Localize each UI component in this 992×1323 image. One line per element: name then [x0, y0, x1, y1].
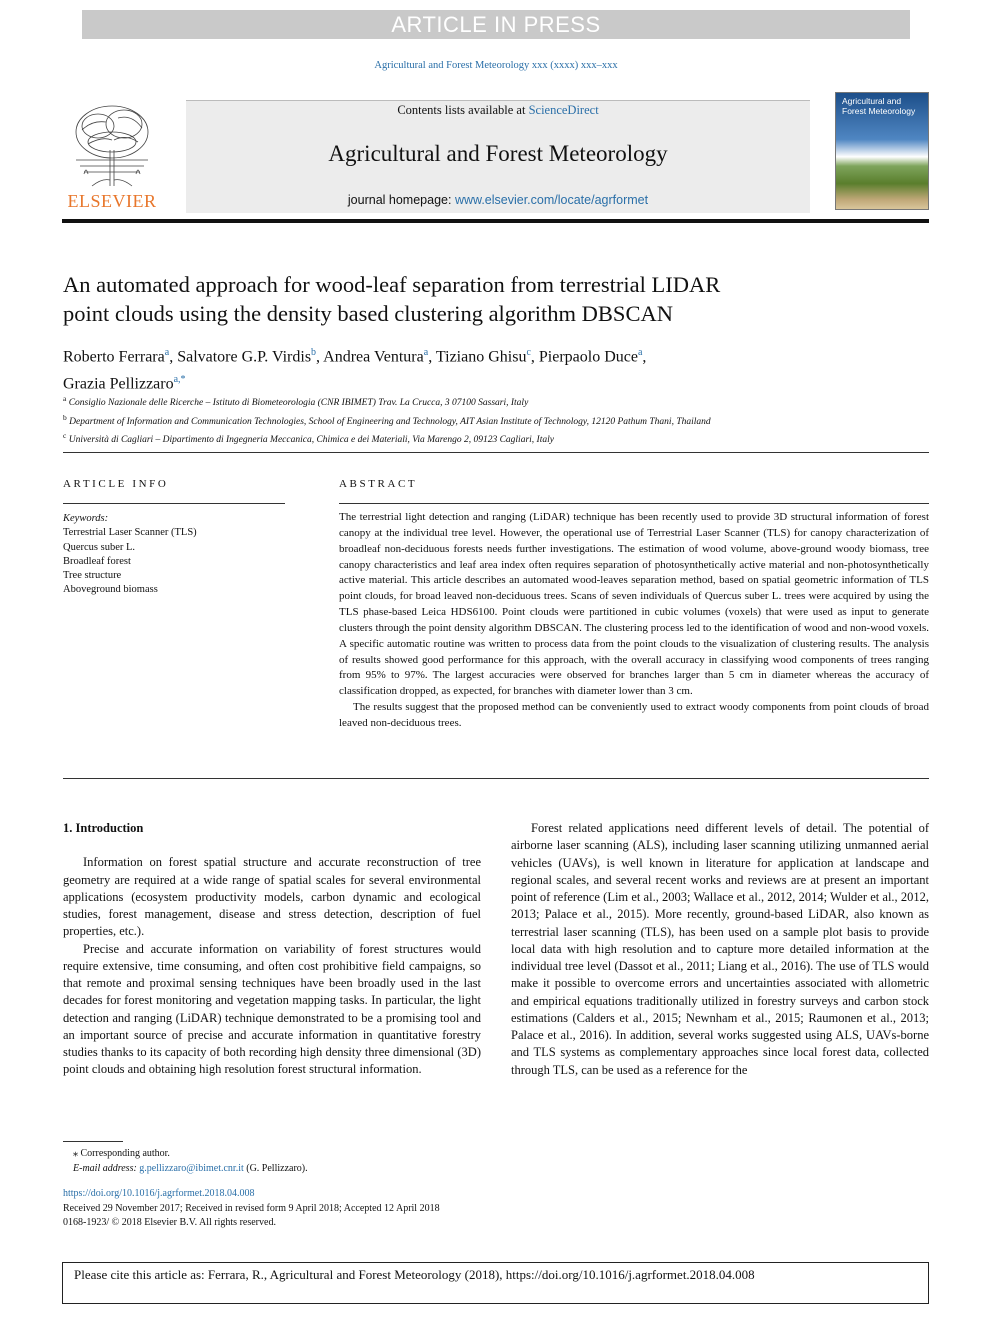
article-in-press-banner: ARTICLE IN PRESS: [82, 10, 910, 39]
author-separator: ,: [316, 348, 324, 366]
copyright-line: 0168-1923/ © 2018 Elsevier B.V. All rights reserved.: [63, 1217, 276, 1228]
author-list: [63, 341, 923, 396]
keyword-item: Terrestrial Laser Scanner (TLS): [63, 527, 197, 539]
author-separator: ,: [169, 348, 178, 366]
author-name[interactable]: Roberto Ferrara: [63, 348, 165, 366]
keywords-block: [63, 512, 283, 598]
author-separator: ,: [428, 348, 436, 366]
elsevier-wordmark: ELSEVIER: [67, 191, 157, 211]
author-name[interactable]: Grazia Pellizzaro: [63, 375, 174, 393]
cover-title: Agricultural and Forest Meteorology: [842, 96, 916, 116]
sciencedirect-link[interactable]: ScienceDirect: [528, 103, 599, 117]
homepage-prefix: journal homepage:: [347, 193, 455, 207]
author-name[interactable]: Andrea Ventura: [323, 348, 424, 366]
affiliation-marker[interactable]: a,*: [173, 374, 186, 386]
affiliation-item: [63, 392, 923, 411]
footnote-rule: [63, 1141, 123, 1142]
author-separator: ,: [530, 348, 539, 366]
body-paragraph: Information on forest spatial structure and accurate reconstruction of tree geometry are required at a wide range of spatial scales for several environmental applications (ecosystem productivity models, carbon dynamic and ecological studies, forest management, disease and stress detection, description of fuel properties, etc.).: [63, 855, 481, 939]
article-metadata: [63, 1187, 663, 1231]
homepage-line: [186, 193, 810, 207]
header-divider: [62, 219, 929, 223]
footnotes: [63, 1146, 563, 1176]
abstract-paragraph: The results suggest that the proposed method can be conveniently used to extract woody components from point clouds of broad leaved non-deciduous trees.: [339, 701, 929, 729]
keyword-item: Quercus suber L.: [63, 541, 136, 553]
section-heading-introduction: 1. Introduction: [63, 821, 144, 835]
contents-prefix: Contents lists available at: [397, 103, 529, 117]
corresponding-author-note: ⁎ Corresponding author.: [73, 1148, 170, 1159]
author-separator: ,: [642, 348, 647, 366]
tree-of-knowledge-icon: [62, 100, 162, 188]
email-note: [63, 1161, 563, 1176]
affiliations: [63, 392, 923, 448]
affiliation-label: a: [63, 394, 67, 403]
affiliation-text: Università di Cagliari – Dipartimento di Ingegneria Meccanica, Chimica e dei Materiali, Via Marengo 2, 09123 Cagliari, Italy: [68, 435, 554, 446]
body-column-right: [511, 820, 929, 1079]
title-line-2: point clouds using the density based clustering algorithm DBSCAN: [63, 301, 673, 326]
affiliation-text: Consiglio Nazionale delle Ricerche – Istituto di Biometeorologia (CNR IBIMET) Trav. La Crucca, 3 07100 Sassari, Italy: [68, 398, 529, 409]
keywords-label: Keywords:: [63, 513, 109, 524]
citation-box: [62, 1262, 929, 1304]
abstract-rule: [339, 503, 929, 504]
keyword-item: Aboveground biomass: [63, 584, 158, 596]
affiliation-marker[interactable]: c: [526, 347, 531, 358]
section-divider: [63, 452, 929, 453]
body-paragraph: Precise and accurate information on variability of forest structures would require extensive, time consuming, and often cost prohibitive field campaigns, so that remote and proximal sensing techniques have been broadly used in the last decades for forest monitoring and vegetation mapping tasks. In particular, the light detection and ranging (LiDAR) technique demonstrated to be a promising tool and an important source of precise and accurate information in quantitative forestry studies thanks to its capacity of both recording high density three dimensional (3D) point clouds and obtaining high resolution forest structural information.: [63, 941, 481, 1077]
affiliation-marker[interactable]: a: [637, 347, 643, 358]
affiliation-marker[interactable]: a: [164, 347, 170, 358]
affiliation-label: b: [63, 412, 67, 422]
title-line-1: An automated approach for wood-leaf separation from terrestrial LIDAR: [63, 272, 721, 297]
keyword-item: Broadleaf forest: [63, 555, 131, 567]
abstract-heading: ABSTRACT: [339, 478, 418, 490]
author-name[interactable]: Tiziano Ghisu: [435, 348, 527, 366]
body-paragraph: Forest related applications need different levels of detail. The potential of airborne laser scanning (ALS), including laser scanning utilizing unmanned aerial vehicles (UAVs), is well known in literature for application at landscape and regional scales, and several recent works and reviews are at present an important point of reference (Lim et al., 2003; Wallace et al., 2012, 2014; Wulder et al., 2012, 2013; Palace et al., 2015). More recently, ground-based LiDAR, also known as terrestrial laser scanning (TLS), has been used on a sample plot basis to provide local data with high resolution and to capture more detailed information at the individual tree level (Dassot et al., 2011; Liang et al., 2016). The use of TLS would make it possible to overcome errors and uncertainties associated with allometric and empirical equations traditionally utilized in forestry surveys and carbon stock estimations (Calders et al., 2015; Newnham et al., 2015; Raumonen et al., 2013; Palace et al., 2016). In addition, several works suggested using ALS, UAVs-borne and TLS systems as complementary approaches since local forest data, collected through TLS, can be used as a reference for the: [511, 821, 929, 1077]
journal-reference[interactable]: Agricultural and Forest Meteorology xxx (xxxx) xxx–xxx: [374, 60, 618, 71]
abstract-bottom-rule: [63, 778, 929, 779]
email-label: E-mail address:: [73, 1163, 140, 1174]
article-info-heading: ARTICLE INFO: [63, 478, 169, 490]
author-name[interactable]: Salvatore G.P. Virdis: [177, 348, 312, 366]
received-dates: Received 29 November 2017; Received in revised form 9 April 2018; Accepted 12 April 2018: [63, 1202, 440, 1214]
affiliation-marker[interactable]: b: [311, 347, 317, 358]
journal-cover-thumbnail[interactable]: [835, 92, 929, 210]
contents-line: [186, 103, 810, 118]
journal-header: [186, 100, 810, 213]
body-column-left: [63, 820, 481, 1079]
article-info-rule: [63, 503, 285, 504]
email-link[interactable]: g.pellizzaro@ibimet.cnr.it: [139, 1163, 244, 1174]
author-name[interactable]: Pierpaolo Duce: [538, 348, 638, 366]
keyword-item: Tree structure: [63, 570, 122, 582]
affiliation-label: c: [63, 431, 67, 441]
citation-text: Please cite this article as: Ferrara, R., Agricultural and Forest Meteorology (2018), https://doi.org/10.1016/j.agrformet.2018.04.008: [74, 1267, 755, 1282]
abstract-body: [339, 510, 929, 732]
journal-name: Agricultural and Forest Meteorology: [328, 141, 668, 166]
affiliation-item: [63, 429, 923, 448]
affiliation-item: [63, 411, 923, 430]
journal-homepage-link[interactable]: www.elsevier.com/locate/agrformet: [454, 193, 649, 207]
affiliation-marker[interactable]: a: [423, 347, 429, 358]
email-suffix: (G. Pellizzaro).: [243, 1163, 308, 1174]
doi-link[interactable]: https://doi.org/10.1016/j.agrformet.2018.04.008: [63, 1188, 255, 1199]
article-title: [63, 270, 923, 328]
elsevier-logo[interactable]: [62, 100, 162, 212]
affiliation-text: Department of Information and Communication Technologies, School of Engineering and Technology, AIT Asian Institute of Technology, 12120 Pathum Thani, Thailand: [69, 416, 711, 427]
abstract-paragraph: The terrestrial light detection and ranging (LiDAR) technique has been recently used to provide 3D structural information of forest canopy at the individual tree level. However, the operational use of Terrestrial Laser Scanner (TLS) for canopy characterization of broadleaf non-deciduous forests needs further investigations. The estimation of wood volume, above-ground woody biomass, tree canopy characteristics and leaf area index often requires separation of photosynthetically active material and non-photosynthetically active material. This article describes an automated wood-leaves separation method, based on spatial geometric information of TLS point clouds, for broad leaved non-deciduous trees. Scans of seven individuals of Quercus suber L. trees were acquired by using the TLS phase-based Leica HDS6100. Point clouds were partitioned in cubic volumes (voxels) that were used as input to generate clusters through the point density algorithm DBSCAN. The clustering process led to the identification of wood and non-wood voxels. A specific automatic routine was written to process data from the point clouds to the visualization of clustering results. The analysis of results showed good performance for this approach, with the overall accuracy in classifying wood components of trees ranging from 95% to 97%. The largest accuracies were observed for branches larger than 5 cm in diameter whereas the accuracy of classification dropped, as expected, for branches with diameter lower than 3 cm.: [339, 511, 929, 698]
